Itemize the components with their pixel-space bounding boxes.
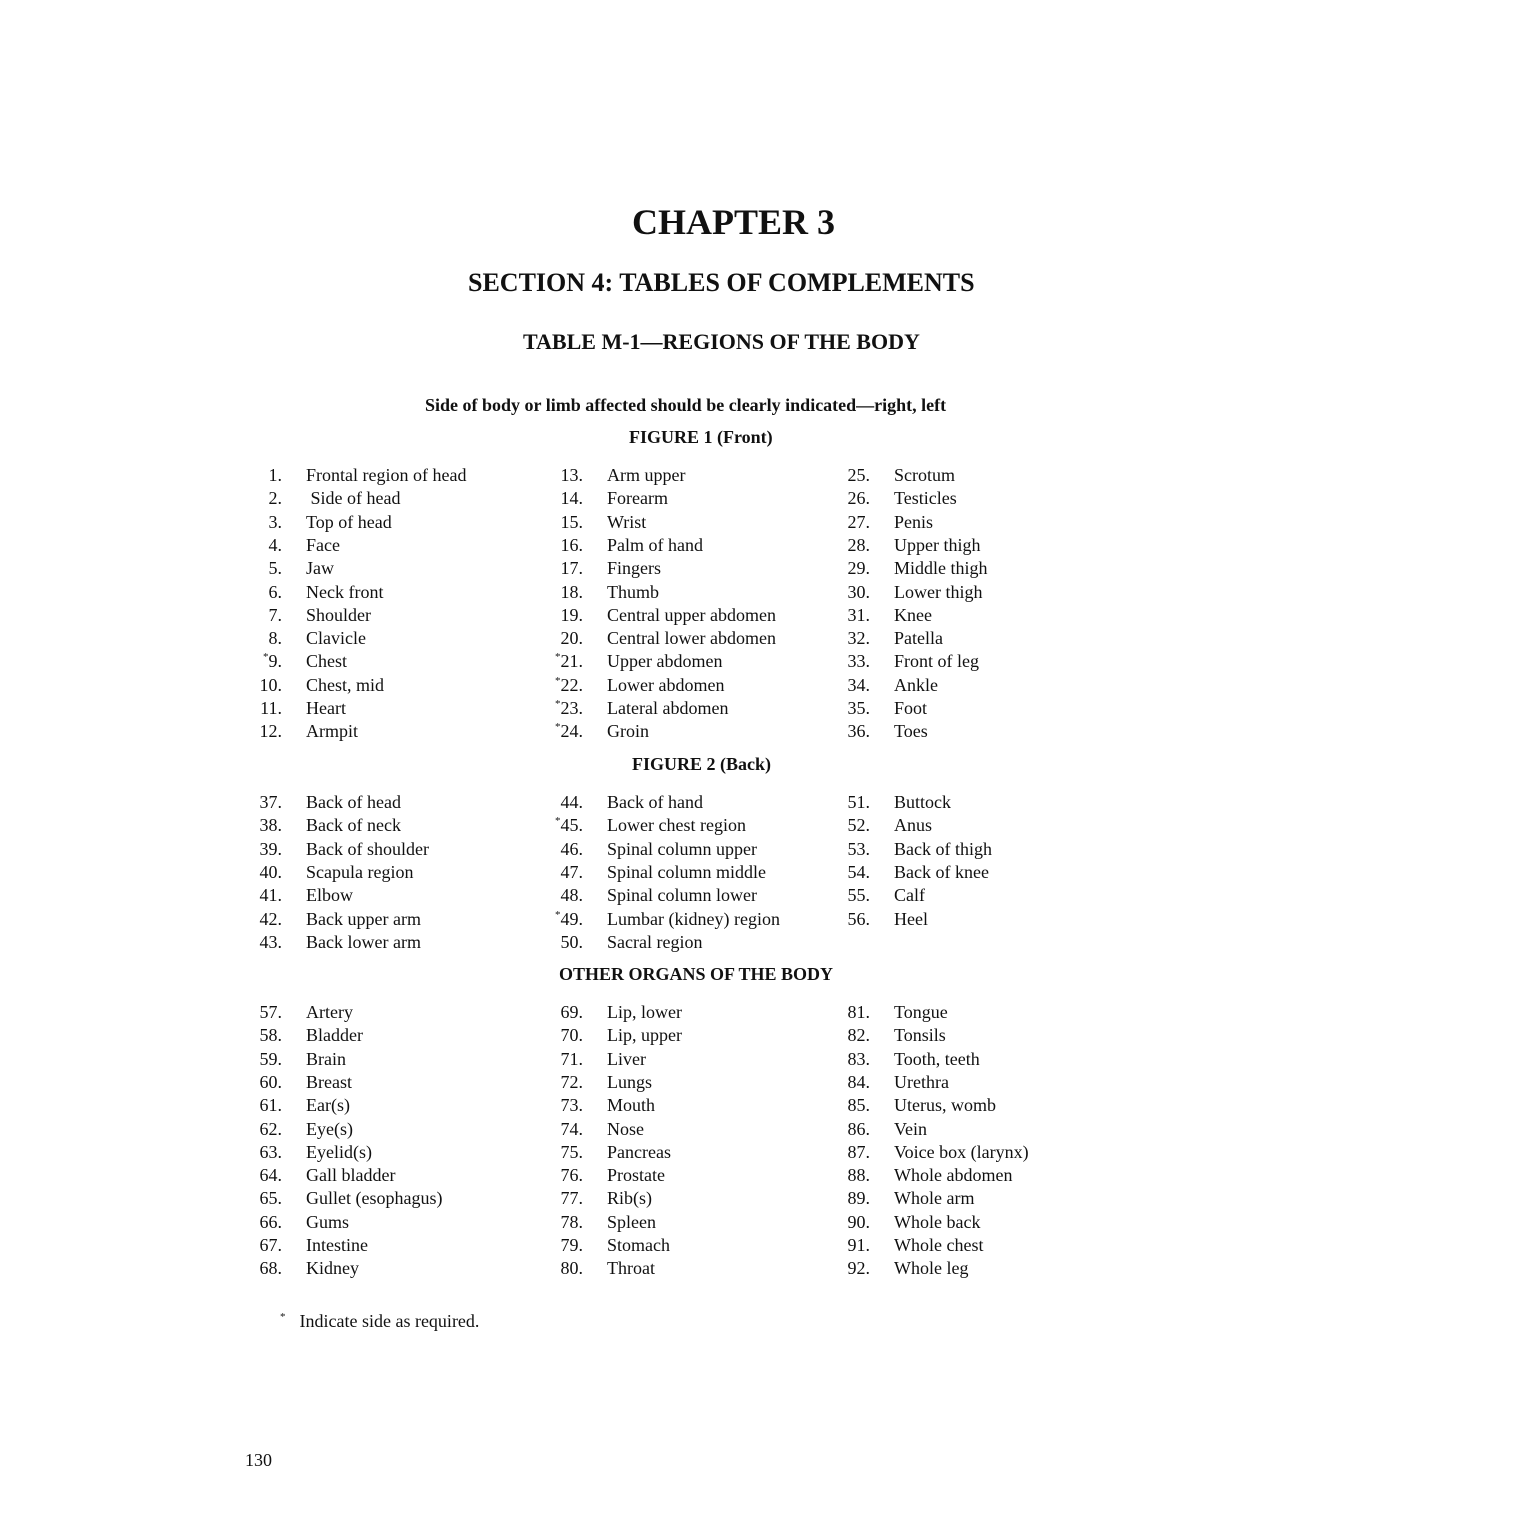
item-label: Gall bladder bbox=[306, 1165, 396, 1186]
item-label: Artery bbox=[306, 1002, 353, 1022]
item-number: 66. bbox=[259, 1211, 282, 1232]
item-number: 12. bbox=[259, 721, 282, 742]
list-item bbox=[0, 1257, 1540, 1280]
item-number: 30. bbox=[847, 581, 870, 602]
list-item bbox=[0, 814, 1540, 837]
item-label: Central lower abdomen bbox=[607, 628, 776, 649]
item-label: Forearm bbox=[607, 488, 668, 509]
table-title: TABLE M-1—REGIONS OF THE BODY bbox=[523, 329, 920, 354]
item-label: Heart bbox=[306, 698, 346, 718]
item-number: 60. bbox=[259, 1071, 282, 1092]
item-number: 63. bbox=[259, 1141, 282, 1162]
item-label: Whole back bbox=[894, 1211, 981, 1232]
item-label: Whole abdomen bbox=[894, 1165, 1013, 1186]
item-number: 88. bbox=[847, 1165, 870, 1186]
item-number: 50. bbox=[560, 931, 583, 952]
item-number: 65. bbox=[259, 1188, 282, 1209]
list-item bbox=[0, 674, 1540, 697]
item-label: Face bbox=[306, 534, 340, 555]
item-label: Patella bbox=[894, 628, 943, 649]
item-number: 74. bbox=[560, 1118, 583, 1139]
list-item bbox=[0, 1071, 1540, 1094]
list-item bbox=[0, 1234, 1540, 1257]
item-label: Uterus, womb bbox=[894, 1095, 996, 1116]
item-label: Toes bbox=[894, 721, 928, 742]
side-required-mark: * bbox=[263, 651, 269, 664]
item-number: 14. bbox=[560, 488, 583, 509]
item-number: 58. bbox=[259, 1025, 282, 1046]
list-item bbox=[0, 604, 1540, 627]
item-label: Frontal region of head bbox=[306, 465, 467, 485]
item-number: 81. bbox=[847, 1002, 870, 1022]
item-number: *24. bbox=[555, 721, 583, 742]
item-number: 13. bbox=[560, 465, 583, 485]
item-label: Ankle bbox=[894, 674, 938, 695]
item-number: 84. bbox=[847, 1071, 870, 1092]
item-label: Upper abdomen bbox=[607, 651, 723, 672]
item-number: 82. bbox=[847, 1025, 870, 1046]
item-label: Gums bbox=[306, 1211, 350, 1232]
item-number: 17. bbox=[560, 558, 583, 579]
item-label: Stomach bbox=[607, 1235, 670, 1255]
item-label: Back lower arm bbox=[306, 931, 421, 952]
item-label: Back of shoulder bbox=[306, 838, 429, 859]
item-number: 5. bbox=[268, 558, 282, 579]
list-item bbox=[0, 1187, 1540, 1210]
item-label: Elbow bbox=[306, 885, 353, 906]
item-label: Spinal column middle bbox=[607, 861, 766, 882]
item-label: Spinal column lower bbox=[607, 885, 757, 906]
item-label: Back of thigh bbox=[894, 838, 992, 859]
item-label: Scrotum bbox=[894, 465, 955, 485]
instruction-note: Side of body or limb affected should be clearly indicated—right, left bbox=[425, 395, 947, 415]
item-label: Buttock bbox=[894, 792, 951, 812]
item-label: Chest bbox=[306, 651, 348, 672]
list-item bbox=[0, 534, 1540, 557]
item-number: 10. bbox=[259, 674, 282, 695]
item-label: Rib(s) bbox=[607, 1188, 652, 1209]
side-required-mark: * bbox=[555, 651, 561, 664]
list-item bbox=[0, 908, 1540, 931]
item-label: Lungs bbox=[607, 1071, 652, 1092]
list-item bbox=[0, 581, 1540, 604]
item-number: 38. bbox=[259, 815, 282, 836]
item-label: Upper thigh bbox=[894, 534, 981, 555]
side-required-mark: * bbox=[555, 674, 561, 687]
item-number: 67. bbox=[259, 1235, 282, 1255]
list-item bbox=[0, 1211, 1540, 1234]
item-number: 27. bbox=[847, 511, 870, 532]
item-number: 36. bbox=[847, 721, 870, 742]
item-label: Whole leg bbox=[894, 1258, 969, 1279]
item-number: 34. bbox=[847, 674, 870, 695]
item-number: 31. bbox=[847, 604, 870, 625]
item-label: Groin bbox=[607, 721, 649, 742]
item-label: Gullet (esophagus) bbox=[306, 1188, 443, 1209]
item-number: 87. bbox=[847, 1141, 870, 1162]
item-number: 15. bbox=[560, 511, 583, 532]
item-label: Wrist bbox=[607, 511, 647, 532]
item-label: Anus bbox=[894, 815, 933, 836]
item-number: 43. bbox=[259, 931, 282, 952]
item-label: Thumb bbox=[607, 581, 659, 602]
item-label: Armpit bbox=[306, 721, 358, 742]
item-label: Ear(s) bbox=[306, 1095, 350, 1116]
item-label: Spleen bbox=[607, 1211, 656, 1232]
side-required-mark: * bbox=[555, 908, 561, 921]
item-label: Lateral abdomen bbox=[607, 698, 729, 718]
item-number: 57. bbox=[259, 1002, 282, 1022]
item-number: 35. bbox=[847, 698, 870, 718]
item-number: 92. bbox=[847, 1258, 870, 1279]
item-label: Breast bbox=[306, 1071, 352, 1092]
item-number: *49. bbox=[555, 908, 583, 929]
list-item bbox=[0, 650, 1540, 673]
item-number: 89. bbox=[847, 1188, 870, 1209]
item-label: Throat bbox=[607, 1258, 655, 1279]
item-number: 70. bbox=[560, 1025, 583, 1046]
item-label: Jaw bbox=[306, 558, 334, 579]
item-number: *45. bbox=[555, 815, 583, 836]
list-item bbox=[0, 627, 1540, 650]
item-number: 91. bbox=[847, 1235, 870, 1255]
other-organs-heading: OTHER ORGANS OF THE BODY bbox=[559, 964, 834, 984]
item-number: 47. bbox=[560, 861, 583, 882]
item-label: Nose bbox=[607, 1118, 644, 1139]
list-item bbox=[0, 1118, 1540, 1141]
item-number: 3. bbox=[268, 511, 282, 532]
item-number: 85. bbox=[847, 1095, 870, 1116]
item-label: Chest, mid bbox=[306, 674, 385, 695]
side-required-mark: * bbox=[555, 698, 561, 710]
list-item bbox=[0, 1001, 1540, 1024]
item-label: Pancreas bbox=[607, 1141, 671, 1162]
figure1-heading: FIGURE 1 (Front) bbox=[629, 427, 773, 447]
list-item bbox=[0, 931, 1540, 954]
list-item bbox=[0, 884, 1540, 907]
item-label: Lip, upper bbox=[607, 1025, 682, 1046]
item-label: Shoulder bbox=[306, 604, 371, 625]
item-label: Clavicle bbox=[306, 628, 366, 649]
item-number: *22. bbox=[555, 674, 583, 695]
item-number: 59. bbox=[259, 1048, 282, 1069]
item-label: Eye(s) bbox=[306, 1118, 353, 1139]
item-number: 4. bbox=[268, 534, 282, 555]
item-label: Lip, lower bbox=[607, 1002, 682, 1022]
item-number: 68. bbox=[259, 1258, 282, 1279]
item-number: 33. bbox=[847, 651, 870, 672]
item-label: Back of knee bbox=[894, 861, 989, 882]
list-item bbox=[0, 861, 1540, 884]
item-label: Lower thigh bbox=[894, 581, 983, 602]
item-number: 56. bbox=[847, 908, 870, 929]
item-label: Lower abdomen bbox=[607, 674, 725, 695]
item-number: 51. bbox=[847, 792, 870, 812]
side-required-mark: * bbox=[555, 721, 561, 734]
item-label: Voice box (larynx) bbox=[894, 1141, 1029, 1162]
item-number: 26. bbox=[847, 488, 870, 509]
item-label: Liver bbox=[607, 1048, 646, 1069]
item-number: 77. bbox=[560, 1188, 583, 1209]
list-item bbox=[0, 720, 1540, 743]
list-item bbox=[0, 1024, 1540, 1047]
footnote-text: Indicate side as required. bbox=[299, 1311, 480, 1331]
item-label: Calf bbox=[894, 885, 925, 906]
item-label: Front of leg bbox=[894, 651, 979, 672]
item-label: Mouth bbox=[607, 1095, 656, 1116]
item-label: Neck front bbox=[306, 581, 384, 602]
item-label: Penis bbox=[894, 511, 934, 532]
item-number: 69. bbox=[560, 1002, 583, 1022]
item-label: Middle thigh bbox=[894, 558, 988, 579]
list-item bbox=[0, 557, 1540, 580]
item-number: 6. bbox=[268, 581, 282, 602]
item-number: 1. bbox=[268, 465, 282, 485]
item-label: Heel bbox=[894, 908, 928, 929]
item-number: 28. bbox=[847, 534, 870, 555]
item-label: Kidney bbox=[306, 1258, 359, 1279]
item-label: Intestine bbox=[306, 1235, 368, 1255]
item-number: 46. bbox=[560, 838, 583, 859]
item-label: Arm upper bbox=[607, 465, 686, 485]
item-number: 71. bbox=[560, 1048, 583, 1069]
list-item bbox=[0, 1164, 1540, 1187]
item-number: 40. bbox=[259, 861, 282, 882]
item-label: Sacral region bbox=[607, 931, 703, 952]
item-number: 80. bbox=[560, 1258, 583, 1279]
item-label: Whole chest bbox=[894, 1235, 984, 1255]
item-number: 25. bbox=[847, 465, 870, 485]
item-number: 18. bbox=[560, 581, 583, 602]
chapter-title: CHAPTER 3 bbox=[632, 202, 836, 242]
item-number: 19. bbox=[560, 604, 583, 625]
item-number: 42. bbox=[259, 908, 282, 929]
list-item bbox=[0, 697, 1540, 720]
item-number: 62. bbox=[259, 1118, 282, 1139]
item-label: Knee bbox=[894, 604, 932, 625]
item-label: Back upper arm bbox=[306, 908, 421, 929]
item-number: 44. bbox=[560, 792, 583, 812]
item-number: 20. bbox=[560, 628, 583, 649]
item-number: 41. bbox=[259, 885, 282, 906]
item-number: 61. bbox=[259, 1095, 282, 1116]
item-label: Eyelid(s) bbox=[306, 1141, 372, 1162]
item-number: 83. bbox=[847, 1048, 870, 1069]
side-required-mark: * bbox=[555, 815, 561, 828]
item-number: 53. bbox=[847, 838, 870, 859]
item-number: 79. bbox=[560, 1235, 583, 1255]
item-number: 72. bbox=[560, 1071, 583, 1092]
item-number: 64. bbox=[259, 1165, 282, 1186]
list-item bbox=[0, 791, 1540, 814]
item-label: Brain bbox=[306, 1048, 346, 1069]
item-number: 86. bbox=[847, 1118, 870, 1139]
item-label: Whole arm bbox=[894, 1188, 975, 1209]
item-label: Back of neck bbox=[306, 815, 401, 836]
item-label: Back of hand bbox=[607, 792, 703, 812]
item-label: Scapula region bbox=[306, 861, 414, 882]
footnote bbox=[280, 1311, 479, 1332]
list-item bbox=[0, 511, 1540, 534]
item-number: 37. bbox=[259, 792, 282, 812]
item-number: 52. bbox=[847, 815, 870, 836]
item-label: Foot bbox=[894, 698, 928, 718]
item-label: Urethra bbox=[894, 1071, 949, 1092]
list-item bbox=[0, 487, 1540, 510]
item-number: 90. bbox=[847, 1211, 870, 1232]
item-label: Bladder bbox=[306, 1025, 363, 1046]
item-number: 29. bbox=[847, 558, 870, 579]
item-label: Back of head bbox=[306, 792, 401, 812]
item-number: 2. bbox=[268, 488, 282, 509]
item-number: 11. bbox=[260, 698, 282, 718]
item-label: Central upper abdomen bbox=[607, 604, 776, 625]
list-item bbox=[0, 838, 1540, 861]
item-label: Fingers bbox=[607, 558, 661, 579]
item-number: 16. bbox=[560, 534, 583, 555]
item-label: Spinal column upper bbox=[607, 838, 757, 859]
item-number: 32. bbox=[847, 628, 870, 649]
item-number: 48. bbox=[560, 885, 583, 906]
item-label: Testicles bbox=[894, 488, 957, 509]
item-number: *21. bbox=[555, 651, 583, 672]
list-item bbox=[0, 464, 1540, 487]
item-label: Vein bbox=[894, 1118, 927, 1139]
item-number: *23. bbox=[555, 698, 583, 718]
item-label: Lower chest region bbox=[607, 815, 746, 836]
footnote-mark: * bbox=[280, 1311, 286, 1323]
item-number: 76. bbox=[560, 1165, 583, 1186]
item-label: Palm of hand bbox=[607, 534, 703, 555]
item-label: Lumbar (kidney) region bbox=[607, 908, 780, 929]
item-number: 7. bbox=[268, 604, 282, 625]
item-label: Side of head bbox=[306, 488, 401, 509]
item-number: *9. bbox=[263, 651, 282, 672]
item-label: Top of head bbox=[306, 511, 392, 532]
item-number: 39. bbox=[259, 838, 282, 859]
page-number: 130 bbox=[245, 1450, 272, 1470]
item-number: 75. bbox=[560, 1141, 583, 1162]
list-item bbox=[0, 1094, 1540, 1117]
item-number: 55. bbox=[847, 885, 870, 906]
item-number: 54. bbox=[847, 861, 870, 882]
item-label: Prostate bbox=[607, 1165, 665, 1186]
item-number: 8. bbox=[268, 628, 282, 649]
figure2-heading: FIGURE 2 (Back) bbox=[632, 754, 771, 774]
item-label: Tongue bbox=[894, 1002, 948, 1022]
item-label: Tonsils bbox=[894, 1025, 946, 1046]
section-title: SECTION 4: TABLES OF COMPLEMENTS bbox=[468, 268, 975, 297]
item-label: Tooth, teeth bbox=[894, 1048, 980, 1069]
item-number: 78. bbox=[560, 1211, 583, 1232]
list-item bbox=[0, 1141, 1540, 1164]
list-item bbox=[0, 1048, 1540, 1071]
item-number: 73. bbox=[560, 1095, 583, 1116]
